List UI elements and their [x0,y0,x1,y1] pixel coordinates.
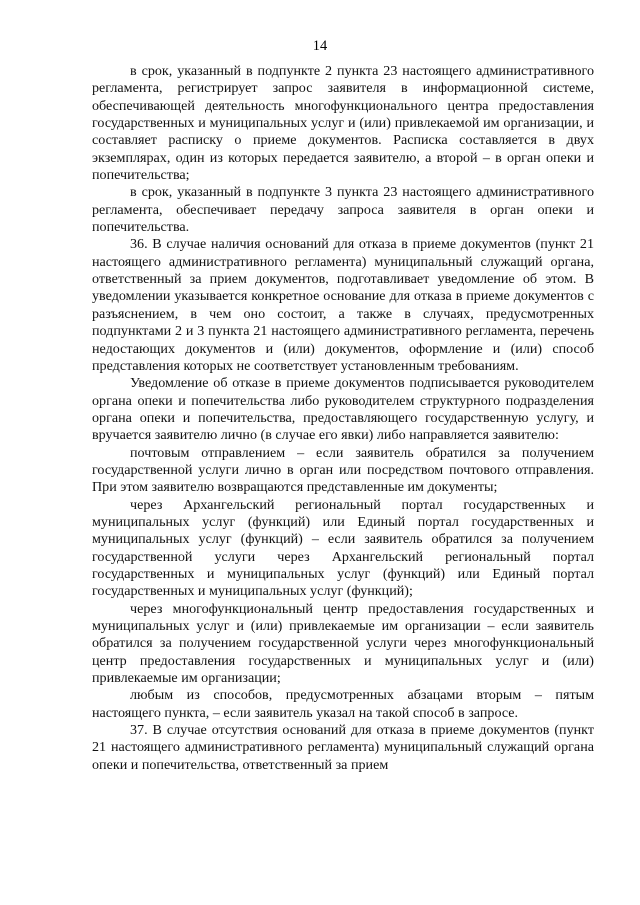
page-number: 14 [312,38,328,54]
paragraph: 36. В случае наличия оснований для отказа в приеме документов (пункт 21 настоящего административного регламента) муниципальный служащий органа, ответственный за прием документов, подготавливает уведомление об этом. В уведомлении указывается конкретное основание для отказа в приеме документов с разъяснением, в чем оно состоит, а также в случаях, предусмотренных подпунктами 2 и 3 пункта 21 настоящего административного регламента, перечень недостающих документов и (или) документов, оформление и (или) способ представления которых не соответствует установленным требованиям. [92,236,594,374]
paragraph: любым из способов, предусмотренных абзацами вторым – пятым настоящего пункта, – если заявитель указал на такой способ в запросе. [92,687,594,721]
paragraph: через многофункциональный центр предоставления государственных и муниципальных услуг и (или) привлекаемые им организации – если заявитель обратился за получением государственной услуги через многофункциональный центр предоставления государственных и муниципальных услуг и (или) привлекаемые им организации; [92,600,594,687]
document-body [92,63,594,774]
paragraph: в срок, указанный в подпункте 2 пункта 23 настоящего административного регламента, регистрирует запрос заявителя в информационной системе, обеспечивающей деятельность многофункционального центра предоставления государственных и муниципальных услуг и (или) привлекаемой им организации, и составляет расписку о приеме документов. Расписка составляется в двух экземплярах, один из которых передается заявителю, а второй – в орган опеки и попечительства; [92,63,594,184]
paragraph: Уведомление об отказе в приеме документов подписывается руководителем органа опеки и попечительства либо руководителем структурного подразделения органа опеки и попечительства, предоставляющего государственную услугу, и вручается заявителю лично (в случае его явки) либо направляется заявителю: [92,375,594,444]
paragraph: через Архангельский региональный портал государственных и муниципальных услуг (функций) или Единый портал государственных и муниципальных услуг (функций) – если заявитель обратился за получением государственной услуги через Архангельский региональный портал государственных и муниципальных услуг (функций) или Единый портал государственных и муниципальных услуг (функций); [92,496,594,600]
paragraph: 37. В случае отсутствия оснований для отказа в приеме документов (пункт 21 настоящего административного регламента) муниципальный служащий органа опеки и попечительства, ответственный за прием [92,722,594,773]
paragraph: почтовым отправлением – если заявитель обратился за получением государственной услуги лично в орган или посредством почтового отправления. При этом заявителю возвращаются представленные им документы; [92,444,594,496]
paragraph: в срок, указанный в подпункте 3 пункта 23 настоящего административного регламента, обеспечивает передачу запроса заявителя в орган опеки и попечительства. [92,184,594,236]
